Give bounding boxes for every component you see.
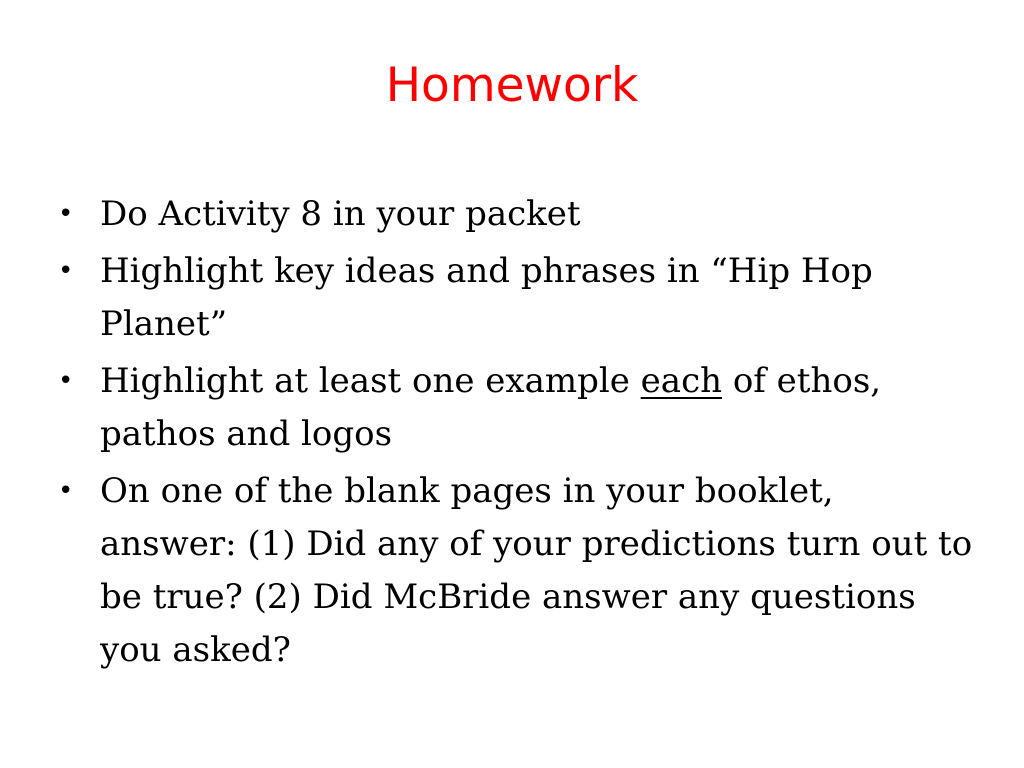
bullet-item-highlight-example (55, 355, 975, 461)
bullet-icon: • (58, 366, 74, 396)
bullet-icon: • (58, 199, 74, 229)
bullet-icon: • (58, 256, 74, 286)
bullet-text-before: Highlight at least one example (100, 361, 641, 401)
bullet-item-activity (55, 188, 975, 241)
slide-title: Homework (385, 58, 639, 113)
bullet-item-highlight-ideas (55, 245, 975, 351)
bullet-text: Highlight key ideas and phrases in “Hip Hop Planet” (100, 251, 873, 344)
bullet-text: On one of the blank pages in your booklet, answer: (1) Did any of your predictions turn out to be true? (2) Did McBride answer any questions you asked? (100, 471, 973, 670)
bullet-text: Do Activity 8 in your packet (100, 194, 581, 234)
bullet-icon: • (58, 476, 74, 506)
bullet-text-after: of ethos, pathos and logos (100, 361, 882, 454)
emphasis-each: each (640, 361, 723, 401)
bullet-list (55, 188, 975, 681)
bullet-item-answer-questions (55, 465, 975, 677)
